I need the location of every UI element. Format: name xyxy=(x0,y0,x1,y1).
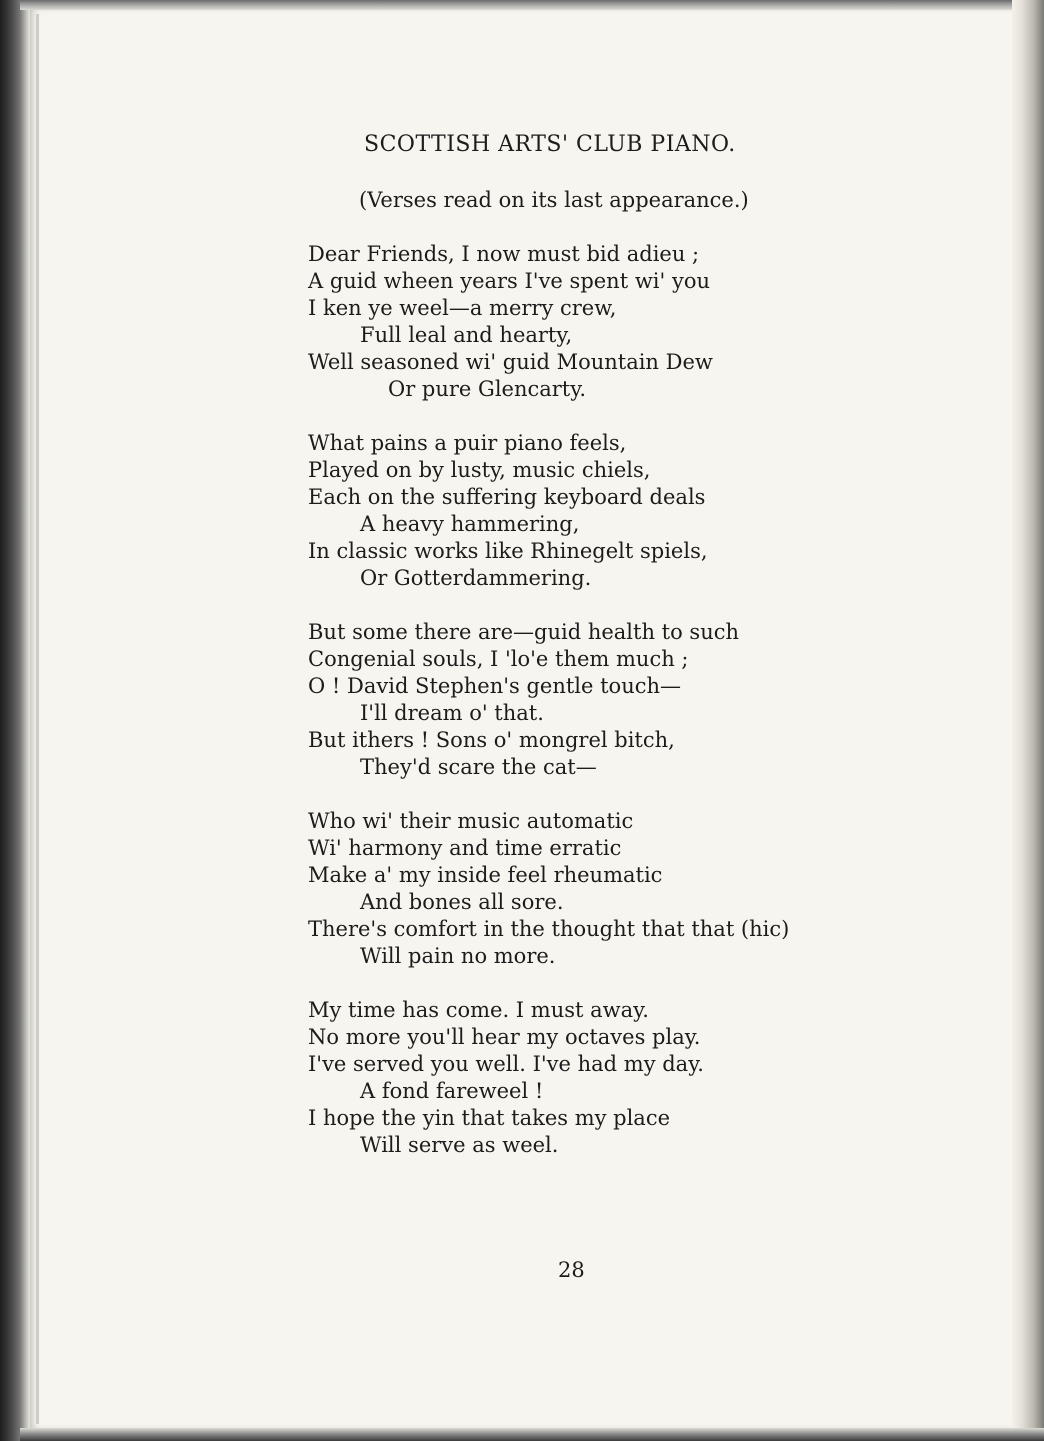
poem-line: I'll dream o' that. xyxy=(360,701,544,725)
poem-line: In classic works like Rhinegelt spiels, xyxy=(308,539,708,563)
poem-line: There's comfort in the thought that that (hic) xyxy=(308,917,790,941)
poem-line: Or pure Glencarty. xyxy=(388,377,586,401)
poem-line: Or Gotterdammering. xyxy=(360,566,592,590)
poem-line: A guid wheen years I've spent wi' you xyxy=(308,269,710,293)
poem-line: A heavy hammering, xyxy=(360,512,580,536)
poem-line: What pains a puir piano feels, xyxy=(308,431,627,455)
poem-line: Wi' harmony and time erratic xyxy=(308,836,622,860)
poem-line: Each on the suffering keyboard deals xyxy=(308,485,706,509)
poem-line: No more you'll hear my octaves play. xyxy=(308,1025,701,1049)
poem-line: Dear Friends, I now must bid adieu ; xyxy=(308,242,700,266)
poem-line: Will pain no more. xyxy=(360,944,556,968)
poem-line: Who wi' their music automatic xyxy=(308,809,634,833)
book-top-edge xyxy=(20,0,1044,10)
poem-line: Will serve as weel. xyxy=(360,1133,559,1157)
poem-title: SCOTTISH ARTS' CLUB PIANO. xyxy=(364,132,736,157)
poem-line: O ! David Stephen's gentle touch— xyxy=(308,674,682,698)
book-bottom-edge xyxy=(20,1428,1044,1441)
poem-line: And bones all sore. xyxy=(360,890,564,914)
stanza xyxy=(308,619,928,781)
poem-line: Congenial souls, I 'lo'e them much ; xyxy=(308,647,689,671)
poem-line: Full leal and hearty, xyxy=(360,323,573,347)
poem-line: They'd scare the cat— xyxy=(360,755,597,779)
stanza xyxy=(308,997,928,1159)
poem-line: Played on by lusty, music chiels, xyxy=(308,458,651,482)
poem-line: A fond fareweel ! xyxy=(360,1079,544,1103)
poem-line: I hope the yin that takes my place xyxy=(308,1106,671,1130)
stanza xyxy=(308,808,928,970)
book-spine xyxy=(0,0,30,1441)
poem-line: Make a' my inside feel rheumatic xyxy=(308,863,663,887)
poem-line: But some there are—guid health to such xyxy=(308,620,740,644)
book-right-edge xyxy=(1012,0,1044,1441)
poem-body xyxy=(308,241,928,1186)
poem-line: My time has come. I must away. xyxy=(308,998,649,1022)
stanza xyxy=(308,241,928,403)
poem-line: I've served you well. I've had my day. xyxy=(308,1052,704,1076)
poem-line: But ithers ! Sons o' mongrel bitch, xyxy=(308,728,675,752)
poem-subtitle: (Verses read on its last appearance.) xyxy=(359,188,749,212)
page-number: 28 xyxy=(558,1258,585,1282)
poem-line: I ken ye weel—a merry crew, xyxy=(308,296,617,320)
stanza xyxy=(308,430,928,592)
poem-line: Well seasoned wi' guid Mountain Dew xyxy=(308,350,713,374)
page-gutter-line xyxy=(36,14,39,1424)
